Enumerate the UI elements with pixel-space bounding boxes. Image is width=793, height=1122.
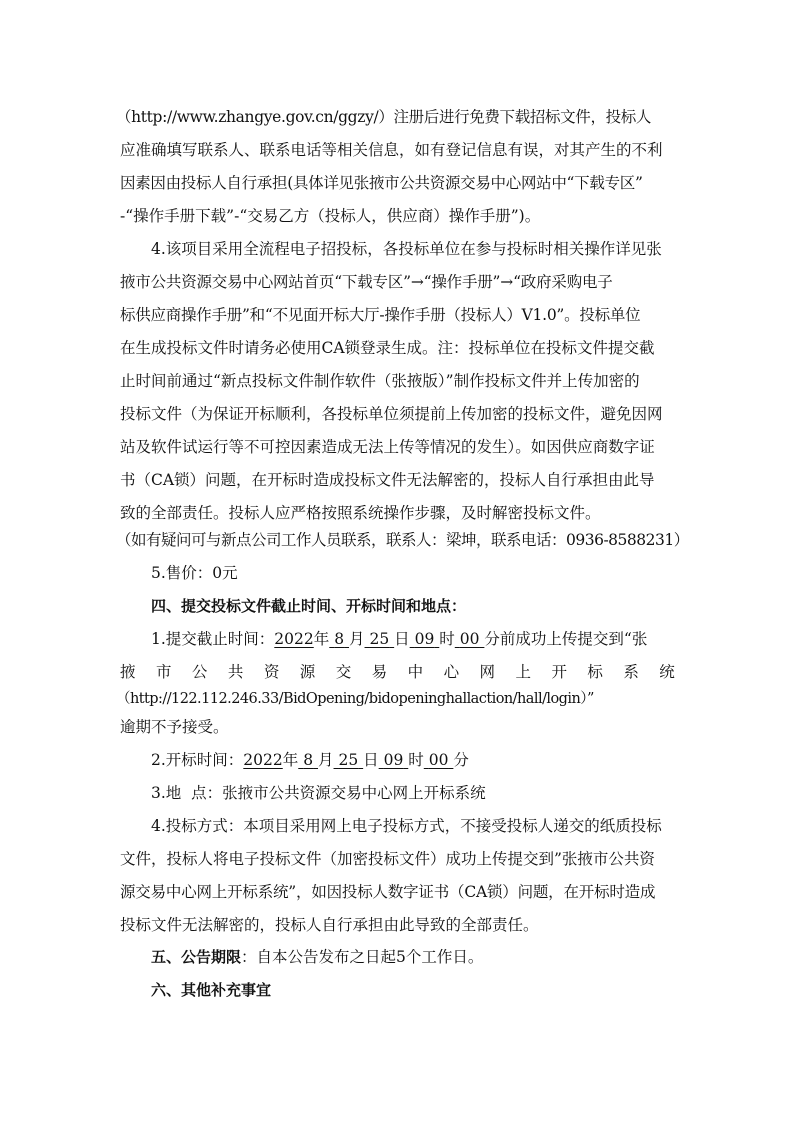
system-name-char: 源 (299, 663, 316, 681)
section-5 (151, 944, 675, 970)
system-name-char: 统 (659, 663, 675, 681)
opening-year-unit: 年 (282, 751, 299, 769)
paragraph-line: -“操作手册下载”-“交易乙方（投标人，供应商）操作手册”)。 (120, 207, 541, 225)
opening-hour-unit: 时 (408, 751, 424, 769)
section-6-heading: 六、其他补充事宜 (151, 981, 272, 999)
system-name-char: 开 (551, 663, 567, 681)
deadline-year-unit: 年 (313, 630, 330, 648)
deadline-day-unit: 日 (394, 630, 410, 648)
bid-method-line: 源交易中心网上开标系统”，如因投标人数字证书（CA锁）问题，在开标时造成 (120, 883, 656, 901)
opening-day: 25 (338, 751, 359, 769)
system-name-char: 资 (263, 663, 280, 681)
deadline-hour: 09 (414, 630, 435, 648)
deadline-month-unit: 月 (349, 630, 365, 648)
section-5-text: ：自本公告发布之日起5个工作日。 (241, 948, 484, 966)
opening-month: 8 (303, 751, 314, 769)
paragraph-line: 掖市公共资源交易中心网站首页“下载专区”→“操作手册”→“政府采购电子 (120, 273, 613, 291)
deadline-year: 2022 (274, 630, 314, 648)
contact-line: （如有疑问可与新点公司工作人员联系，联系人：梁坤，联系电话：0936-8588231） (116, 531, 689, 549)
system-name-spread (120, 659, 675, 685)
system-name-char: 心 (443, 663, 460, 681)
system-name-char: 公 (191, 663, 208, 681)
deadline-minute: 00 (459, 630, 480, 648)
price-line: 5.售价：0元 (151, 564, 238, 582)
deadline-prefix: 1.提交截止时间： (151, 630, 275, 648)
system-name-char: 网 (479, 663, 496, 681)
system-name-char: 共 (227, 663, 244, 681)
deadline-hour-unit: 时 (439, 630, 455, 648)
opening-year: 2022 (243, 751, 283, 769)
system-name-char: 易 (371, 663, 388, 681)
paragraph-line: 应准确填写联系人、联系电话等相关信息，如有登记信息有误，对其产生的不利 (120, 141, 663, 159)
paragraph-line: （http://www.zhangye.gov.cn/ggzy/）注册后进行免费下载招标文件，投标人 (116, 108, 652, 126)
opening-minute-unit: 分 (453, 751, 469, 769)
bid-method-line: 4.投标方式：本项目采用网上电子投标方式，不接受投标人递交的纸质投标 (151, 817, 662, 835)
bid-method-line: 文件，投标人将电子投标文件（加密投标文件）成功上传提交到”张掖市公共资 (120, 850, 655, 868)
paragraph-line: 标供应商操作手册”和“不见面开标大厅-操作手册（投标人）V1.0”。投标单位 (120, 306, 641, 324)
bid-method-line: 投标文件无法解密的，投标人自行承担由此导致的全部责任。 (120, 916, 539, 934)
paragraph-line: 4.该项目采用全流程电子招投标，各投标单位在参与投标时相关操作详见张 (151, 240, 662, 258)
system-name-char: 系 (623, 663, 639, 681)
opening-month-unit: 月 (318, 751, 334, 769)
section-5-heading: 五、公告期限 (151, 948, 242, 966)
opening-time (151, 747, 675, 773)
system-name-char: 上 (515, 663, 531, 681)
paragraph-line: 致的全部责任。投标人应严格按照系统操作步骤，及时解密投标文件。 (120, 504, 601, 522)
opening-day-unit: 日 (363, 751, 379, 769)
deadline-month: 8 (334, 630, 345, 648)
section-4-heading: 四、提交投标文件截止时间、开标时间和地点： (151, 597, 467, 615)
system-name-char: 标 (587, 663, 603, 681)
deadline-suffix: 分前成功上传提交到“张 (484, 630, 648, 648)
opening-hour: 09 (383, 751, 404, 769)
deadline-day: 25 (369, 630, 390, 648)
overdue-note: 逾期不予接受。 (120, 718, 229, 736)
location-line: 3.地 点：张掖市公共资源交易中心网上开标系统 (151, 784, 486, 802)
paragraph-line: 止时间前通过“新点投标文件制作软件（张掖版）”制作投标文件并上传加密的 (120, 372, 640, 390)
opening-minute: 00 (428, 751, 449, 769)
system-name-char: 交 (335, 663, 352, 681)
paragraph-line: 因素因由投标人自行承担(具体详见张掖市公共资源交易中心网站中“下载专区” (120, 174, 643, 192)
paragraph-line: 书（CA锁）问题，在开标时造成投标文件无法解密的，投标人自行承担由此导 (120, 471, 655, 489)
system-name-char: 掖 (120, 663, 136, 681)
paragraph-line: 站及软件试运行等不可控因素造成无法上传等情况的发生）。如因供应商数字证 (120, 438, 655, 456)
system-name-char: 中 (407, 663, 424, 681)
paragraph-line: 在生成投标文件时请务必使用CA锁登录生成。注：投标单位在投标文件提交截 (120, 339, 655, 357)
bid-opening-url[interactable]: （http://122.112.246.33/BidOpening/bidopeninghallaction/hall/login）” (116, 691, 594, 707)
submission-deadline (151, 626, 675, 652)
paragraph-line: 投标文件（为保证开标顺利，各投标单位须提前上传加密的投标文件，避免因网 (120, 405, 663, 423)
opening-prefix: 2.开标时间： (151, 751, 244, 769)
system-name-char: 市 (155, 663, 172, 681)
